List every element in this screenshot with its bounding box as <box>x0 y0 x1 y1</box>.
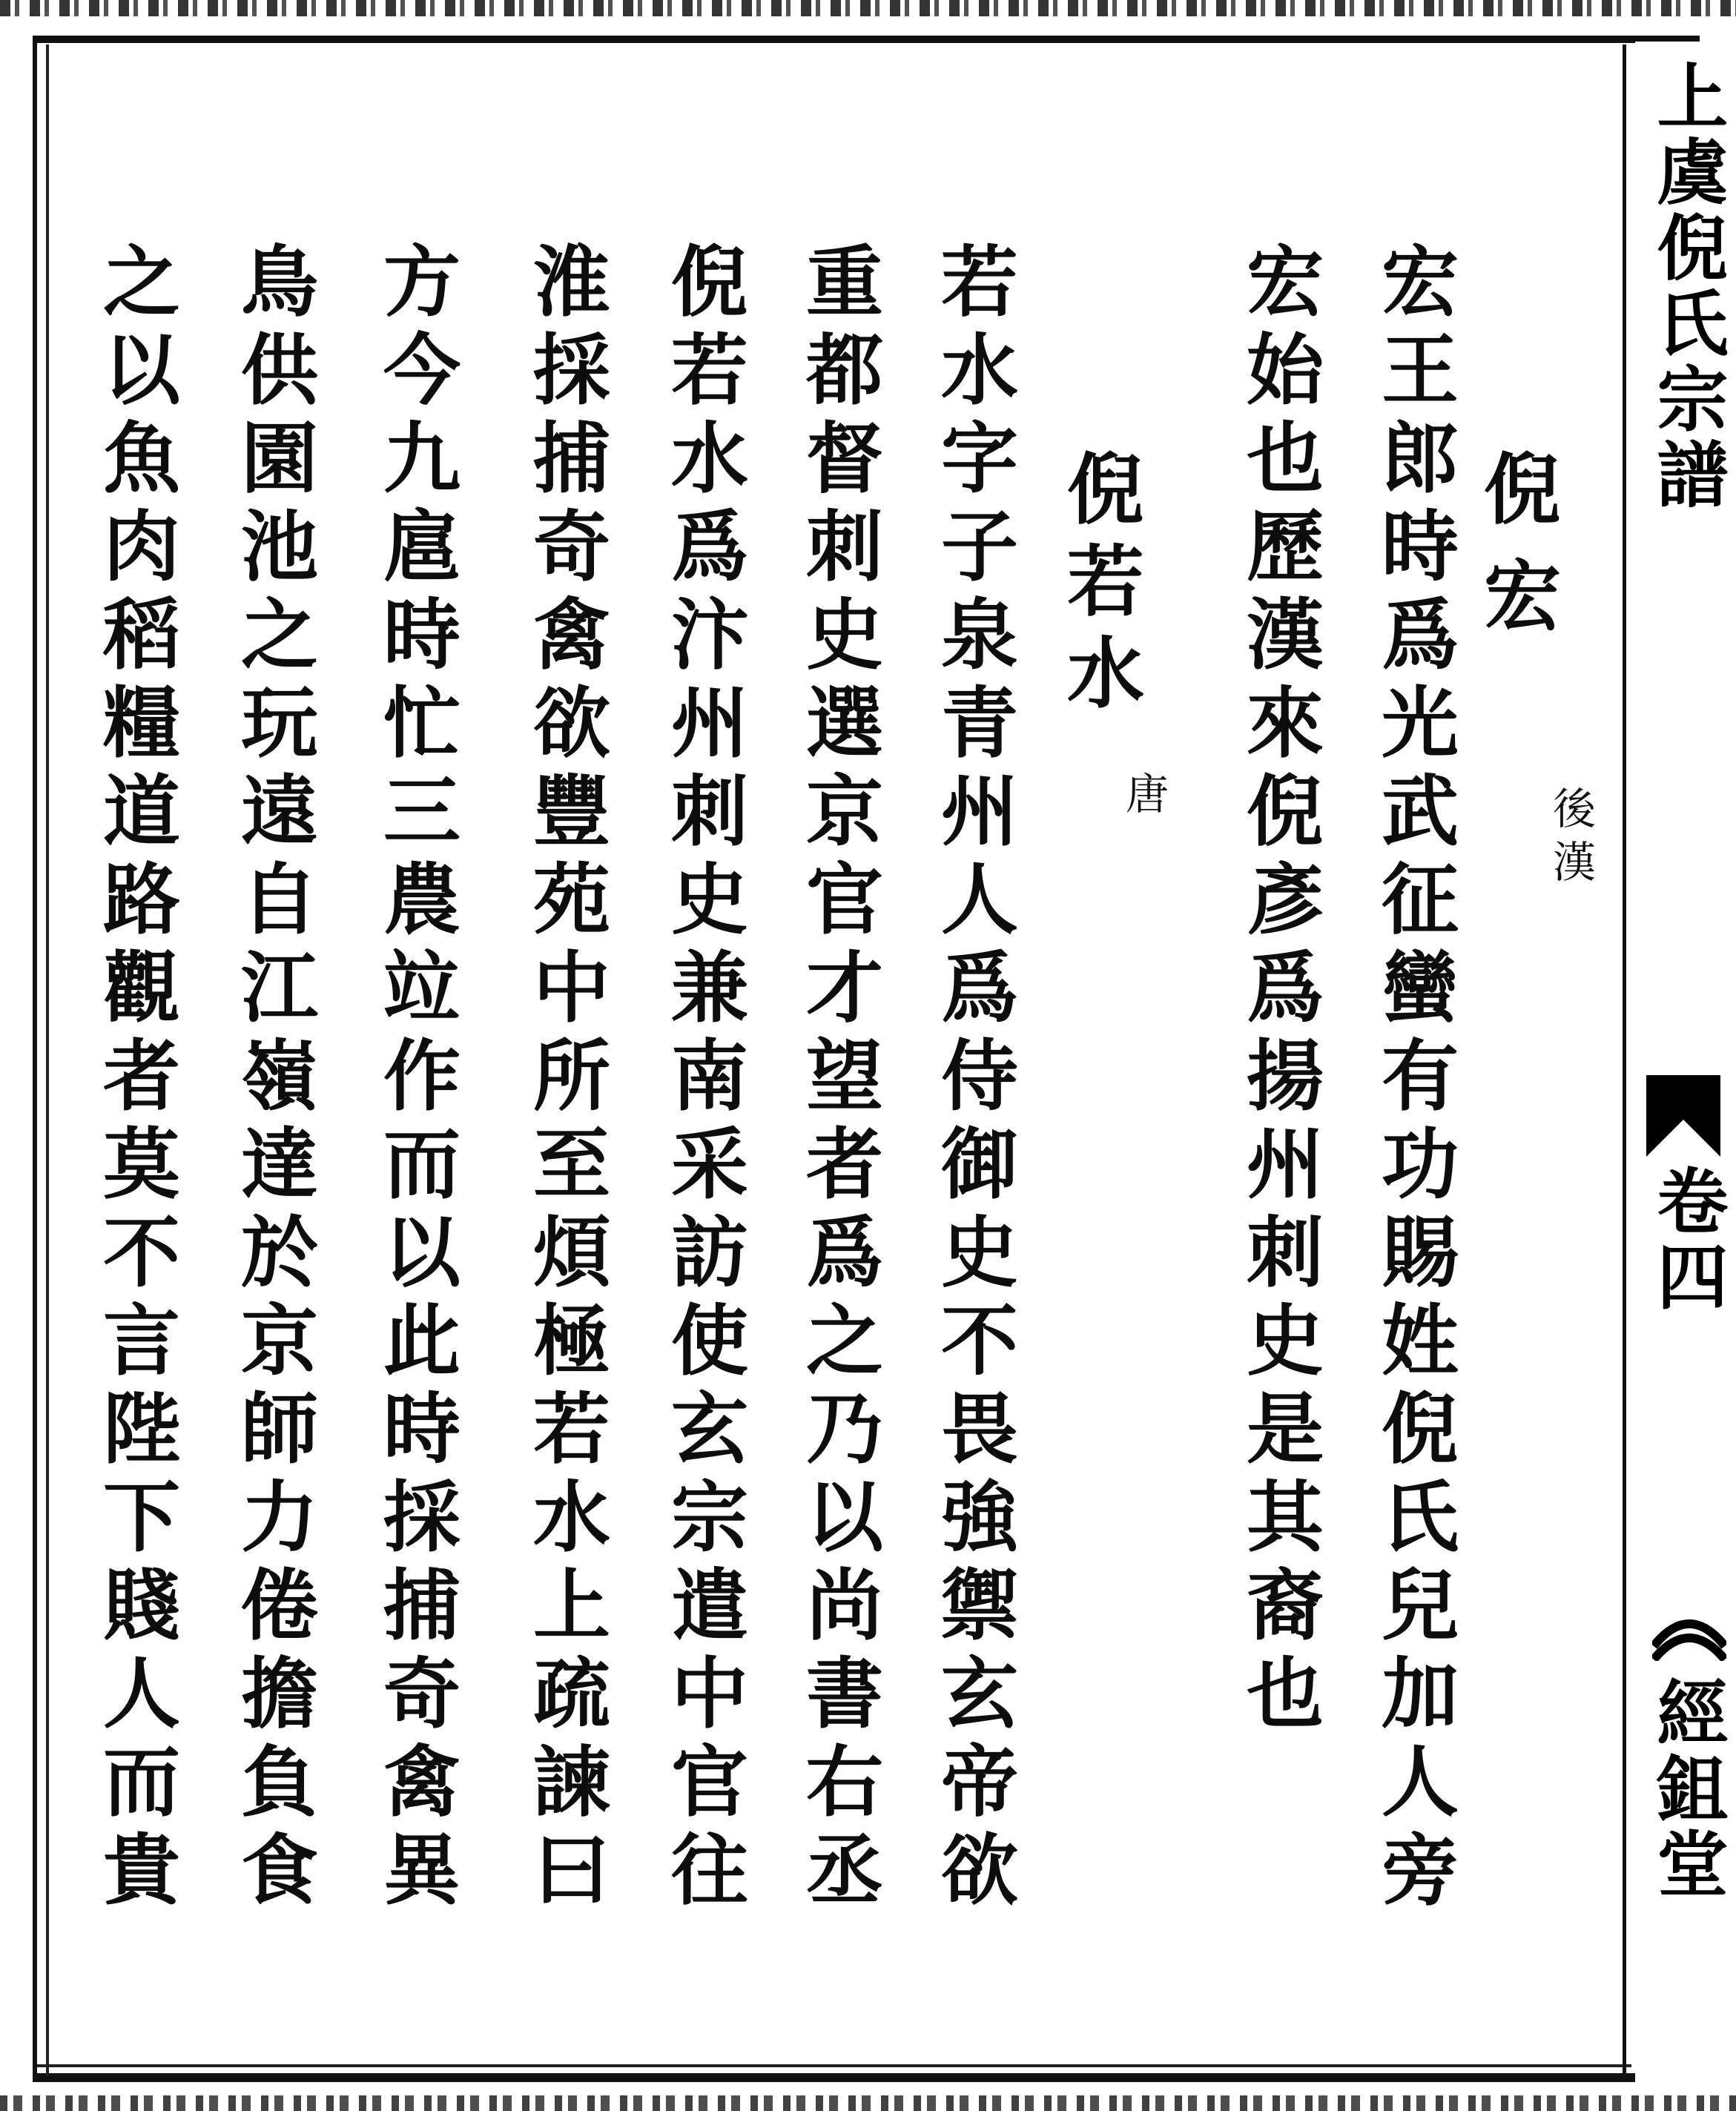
text-column: 宏始也歷漢來倪彥爲揚州刺史是其裔也 <box>1233 241 1324 1741</box>
text-column: 淮採捕奇禽欲豐苑中所至煩極若水上疏諫曰 <box>520 241 611 1917</box>
banxin-volume: 卷四 <box>1646 1164 1729 1315</box>
text-column: 重都督刺史選京官才望者爲之乃以尚書右丞 <box>793 241 884 1917</box>
text-column: 宏王郎時爲光武征蠻有功賜姓倪氏兒加人旁 <box>1368 241 1459 1917</box>
text-column: 鳥供園池之玩遠自江嶺達於京師力倦擔負食 <box>228 241 319 1917</box>
text-column: 倪若水爲汴州刺史兼南采訪使玄宗遣中官往 <box>658 241 749 1917</box>
text-column: 方今九扈時忙三農竝作而以此時採捕奇禽異 <box>370 241 461 1917</box>
entry-dynasty: 後漢 <box>1545 786 1596 893</box>
fishtail-lower-icon <box>1652 1609 1726 1661</box>
entry-dynasty: 唐 <box>1118 771 1169 825</box>
text-column: 之以魚肉稻糧道路觀者莫不言陛下賤人而貴 <box>90 241 181 1917</box>
page-bottom-edge <box>0 2095 1736 2111</box>
banxin-title: 上虞倪氏宗譜 <box>1646 59 1729 513</box>
page-top-edge <box>0 0 1736 16</box>
entry-heading: 倪若水 <box>1054 449 1145 724</box>
banxin-publisher: 經鉏堂 <box>1646 1676 1729 1903</box>
fishtail-marker-icon <box>1646 1075 1720 1157</box>
left-border-line <box>46 44 49 2076</box>
banxin-divider-line <box>1623 44 1626 2076</box>
entry-heading: 倪宏 <box>1471 449 1562 662</box>
text-column: 若水字子泉青州人爲侍御史不畏強禦玄帝欲 <box>928 241 1019 1917</box>
